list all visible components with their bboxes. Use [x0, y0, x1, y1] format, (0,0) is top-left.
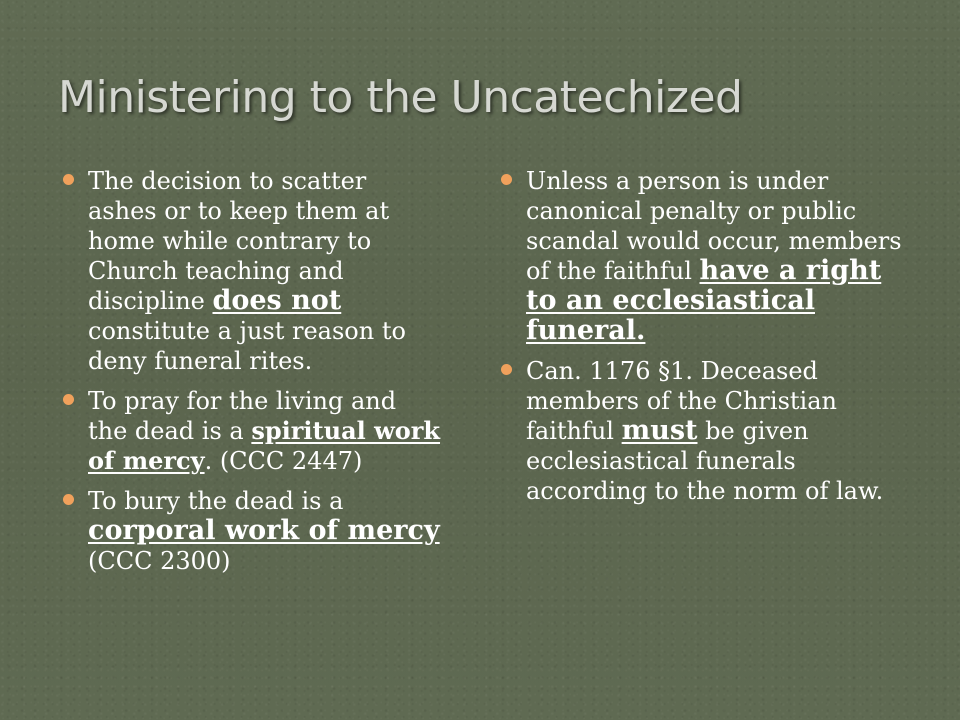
right-bullet-list — [500, 166, 905, 516]
slide-title: Ministering to the Uncatechized — [58, 72, 743, 123]
bullet-text: Unless a person is under canonical penalty or public scandal would occur, members of the faithful — [526, 167, 902, 285]
bullet-text: . (CCC 2447) — [204, 447, 363, 475]
bullet-text: constitute a just reason to deny funeral rites. — [88, 317, 406, 375]
emphasis-right-to-funeral: have a right to an ecclesiastical funeral. — [526, 255, 882, 346]
bullet-text: Can. 1176 §1. Deceased members of the Christian faithful — [526, 357, 837, 445]
bullet-dot-icon — [63, 174, 74, 185]
left-bullet-item-scatter-ashes — [62, 166, 442, 376]
left-bullet-list — [62, 166, 442, 586]
emphasis-must: must — [621, 415, 698, 446]
bullet-dot-icon — [501, 174, 512, 185]
left-bullet-item-pray — [62, 386, 442, 476]
bullet-dot-icon — [63, 394, 74, 405]
bullet-text: be given ecclesiastical funerals according to the norm of law. — [526, 417, 884, 505]
emphasis-does-not: does not — [212, 285, 342, 316]
bullet-text: To bury the dead is a — [88, 487, 344, 515]
bullet-text: The decision to scatter ashes or to keep them at home while contrary to Church teaching and discipline — [88, 167, 390, 315]
bullet-dot-icon — [501, 364, 512, 375]
right-bullet-item-canon-1176 — [500, 356, 905, 506]
bullet-text: (CCC 2300) — [88, 547, 231, 575]
bullet-dot-icon — [63, 494, 74, 505]
emphasis-spiritual-work-of-mercy: spiritual work of mercy — [88, 416, 441, 475]
left-bullet-item-bury — [62, 486, 442, 576]
right-bullet-item-right-to-funeral — [500, 166, 905, 346]
bullet-text: To pray for the living and the dead is a — [88, 387, 397, 445]
emphasis-corporal-work-of-mercy: corporal work of mercy — [88, 515, 440, 546]
